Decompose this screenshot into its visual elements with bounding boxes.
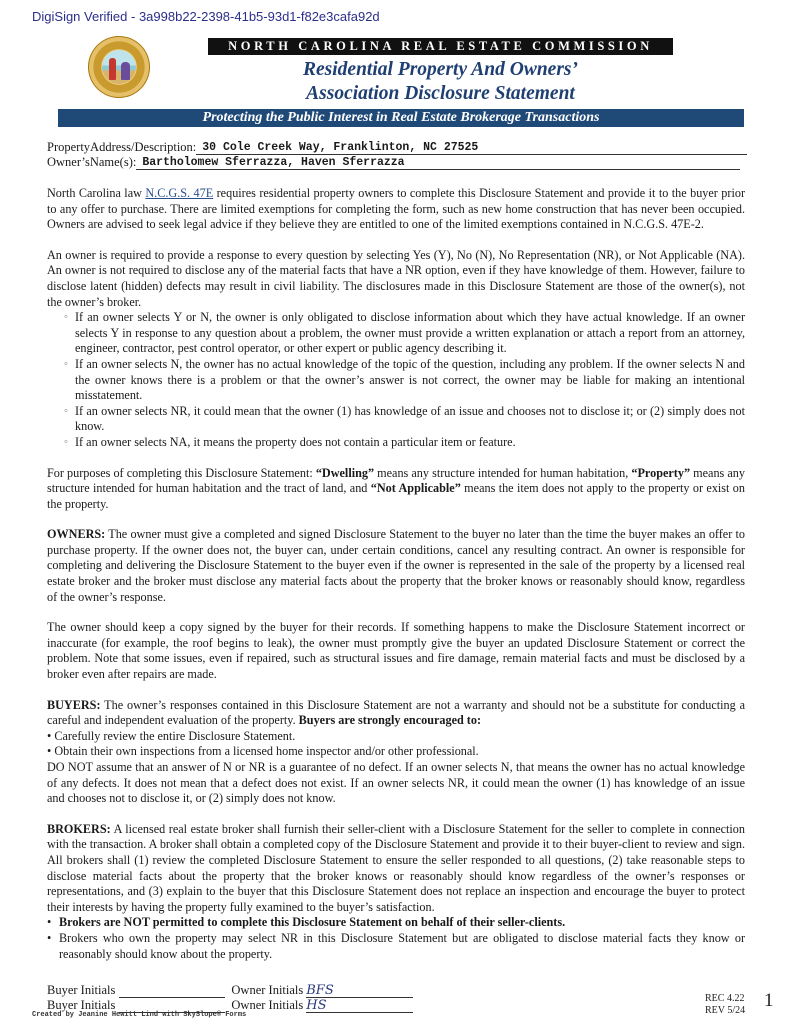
property-address-value[interactable]: 30 Cole Creek Way, Franklinton, NC 27525 [196,141,747,155]
owner-names-field [47,155,740,170]
definitions-paragraph [47,466,745,513]
page-title [208,58,673,106]
list-item: • Carefully review the entire Disclosure Statement. [47,728,296,743]
list-item [59,915,745,931]
ncgs-47e-link[interactable]: N.C.G.S. 47E [145,186,214,200]
buyer-initials-label: Buyer Initials [47,983,116,997]
owner-initials-field-2[interactable]: HS [306,999,413,1013]
brokers-heading: BROKERS: [47,821,111,836]
def-text: means the item does not apply to the property or exist on the property. [47,481,745,511]
form-revision [705,993,745,1017]
initials-block [47,983,413,1013]
buyers-paragraph [47,698,745,729]
def-text: means any structure intended for human habitation, [374,465,632,480]
rev-line-1: REC 4.22 [705,993,745,1004]
owners-text: The owner must give a completed and signed Disclosure Statement to the buyer no later than the time the buyer makes an offer to purchase property. If the owner does not, the buyer can, under certain conditions, cancel any resulting contract. An owner is responsible for completing and delivering the Disclosure Statement to the buyer even if the owner is represented in the sale of the property by a licensed real estate broker and the broker must disclose any material facts about the property that the broker knows or reasonably should know, regardless of the owner’s response. [47,527,745,604]
list-item: ◦ If an owner selects NA, it means the property does not contain a particular item or feature. [75,435,745,451]
disclosure-body [47,186,745,962]
brokers-list [47,915,745,962]
property-address-field [47,140,747,155]
property-address-label: PropertyAddress/Description: [47,140,197,154]
def-text: For purposes of completing this Disclosure Statement: [47,465,316,480]
intro-text-cont: requires residential property owners to complete this Disclosure Statement and provide it to the buyer prior to any offer to purchase. There are limited exemptions for completing the form, such as new home construction that has never been occupied. Owners are advised to seek legal advice if they believe they are entitled to one of the limited exemptions contained in N.C.G.S. 47E-2. [47,186,745,232]
owners-paragraph-2: The owner should keep a copy signed by the buyer for their records. If something happens to make the Disclosure Statement incorrect or inaccurate (for example, the roof begins to leak), the owner must promptly give the buyer an updated Disclosure Statement or correct the problem. Note that some issues, even if repaired, such as structural issues and fire damage, remain material facts and must be disclosed by a broker even after repairs are made. [47,620,745,682]
initials-row-1 [47,983,413,998]
owners-paragraph [47,527,745,605]
response-option-list [47,310,745,450]
buyer-initials-label: Buyer Initials [47,998,116,1012]
buyers-warning: DO NOT assume that an answer of N or NR is a guarantee of no defect. If an owner selects N, that means the owner has no actual knowledge of any defects. It does not mean that a defect does not exist. If an owner selects NR, it could mean the owner (1) has knowledge of an issue and chooses not to disclose it, or (2) simply does not know. [47,760,745,806]
list-item: ◦ If an owner selects NR, it could mean that the owner (1) has knowledge of an issue and chooses not to disclose it; or (2) simply does not know. [75,404,745,435]
title-line-2: Association Disclosure Statement [306,83,575,104]
title-line-1: Residential Property And Owners’ [303,59,578,80]
def-text: means any structure intended for human habitation and the tract of land, and [47,465,745,496]
owner-names-value[interactable]: Bartholomew Sferrazza, Haven Sferrazza [136,156,740,170]
owner-initials-label: Owner Initials [231,983,304,997]
def-term-not-applicable: “Not Applicable” [370,481,461,496]
buyers-encouraged: Buyers are strongly encouraged to: [298,713,482,728]
list-item: • Brokers who own the property may select NR in this Disclosure Statement but are obligated to disclose material facts they know or reasonably should know about the property. [59,931,745,962]
buyers-heading: BUYERS: [47,697,101,712]
brokers-text: A licensed real estate broker shall furnish their seller-client with a Disclosure Statement for the seller to complete in connection with the transaction. A broker shall obtain a completed copy of the Disclosure Statement and provide it to their buyer-client to review and sign. All brokers shall (1) review the completed Disclosure Statement to ensure the seller responded to all questions, (2) take reasonable steps to disclose material facts about the property that the broker knows or reasonably should know regardless of the owner’s responses or representations, and (3) explain to the buyer that this Disclosure Statement does not replace an inspection and encourage the buyer to protect their interests by having the property fully examined to the buyer’s satisfaction. [47,821,745,914]
page-number: 1 [764,990,774,1011]
nc-state-seal-icon [88,36,150,98]
owner-initials-field-1[interactable]: BFS [306,984,413,998]
brokers-section [47,822,745,962]
tagline-banner: Protecting the Public Interest in Real Estate Brokerage Transactions [58,109,744,127]
buyers-text: The owner’s responses contained in this Disclosure Statement are not a warranty and should not be a substitute for conducting a careful and independent evaluation of the property. [47,697,745,728]
buyers-list [47,729,745,760]
brokers-paragraph [47,822,745,916]
rev-line-2: REV 5/24 [705,1005,746,1016]
created-by-note: Created by Jeanine Hewitt Lind with SkySlope® Forms [32,1011,247,1019]
list-item: ◦ If an owner selects Y or N, the owner is only obligated to disclose information about which they have actual knowledge. If an owner selects Y in response to any question about a problem, the owner must provide a written explanation or attach a report from an attorney, engineer, contractor, pest control operator, or other expert or public agency describing it. [75,310,745,357]
buyers-section [47,698,745,807]
intro-paragraph [47,186,745,233]
buyer-initials-field-1[interactable] [119,984,225,998]
seal-scene [102,50,136,84]
seal-figure-plenty [121,62,130,80]
seal-figure-liberty [109,58,116,80]
owner-initials-label: Owner Initials [231,998,304,1012]
digisign-verification: DigiSign Verified - 3a998b22-2398-41b5-93d1-f82e3cafa92d [32,9,380,24]
brokers-not-permitted: Brokers are NOT permitted to complete this Disclosure Statement on behalf of their seller-clients. [59,915,566,930]
owners-heading: OWNERS: [47,527,106,542]
def-term-property: “Property” [631,465,691,480]
def-term-dwelling: “Dwelling” [315,465,375,480]
intro-text: North Carolina law [47,186,146,200]
list-item: • Obtain their own inspections from a licensed home inspector and/or other professional. [47,744,479,759]
list-item: ◦ If an owner selects N, the owner has no actual knowledge of the topic of the question, including any problem. If the owner selects N and the owner knows there is a problem or that the owner’s answer is not correct, the owner may be liable for making an intentional misstatement. [75,357,745,404]
response-requirement-paragraph: An owner is required to provide a response to every question by selecting Yes (Y), No (N), No Representation (NR), or Not Applicable (NA). An owner is not required to disclose any of the material facts that have a NR option, even if they have knowledge of them. However, failure to disclose latent (hidden) defects may result in civil liability. The disclosures made in this Disclosure Statement are those of the owner(s), not the owner’s broker. [47,247,745,309]
agency-name: NORTH CAROLINA REAL ESTATE COMMISSION [208,38,673,55]
owner-names-label: Owner’sName(s): [47,155,137,169]
